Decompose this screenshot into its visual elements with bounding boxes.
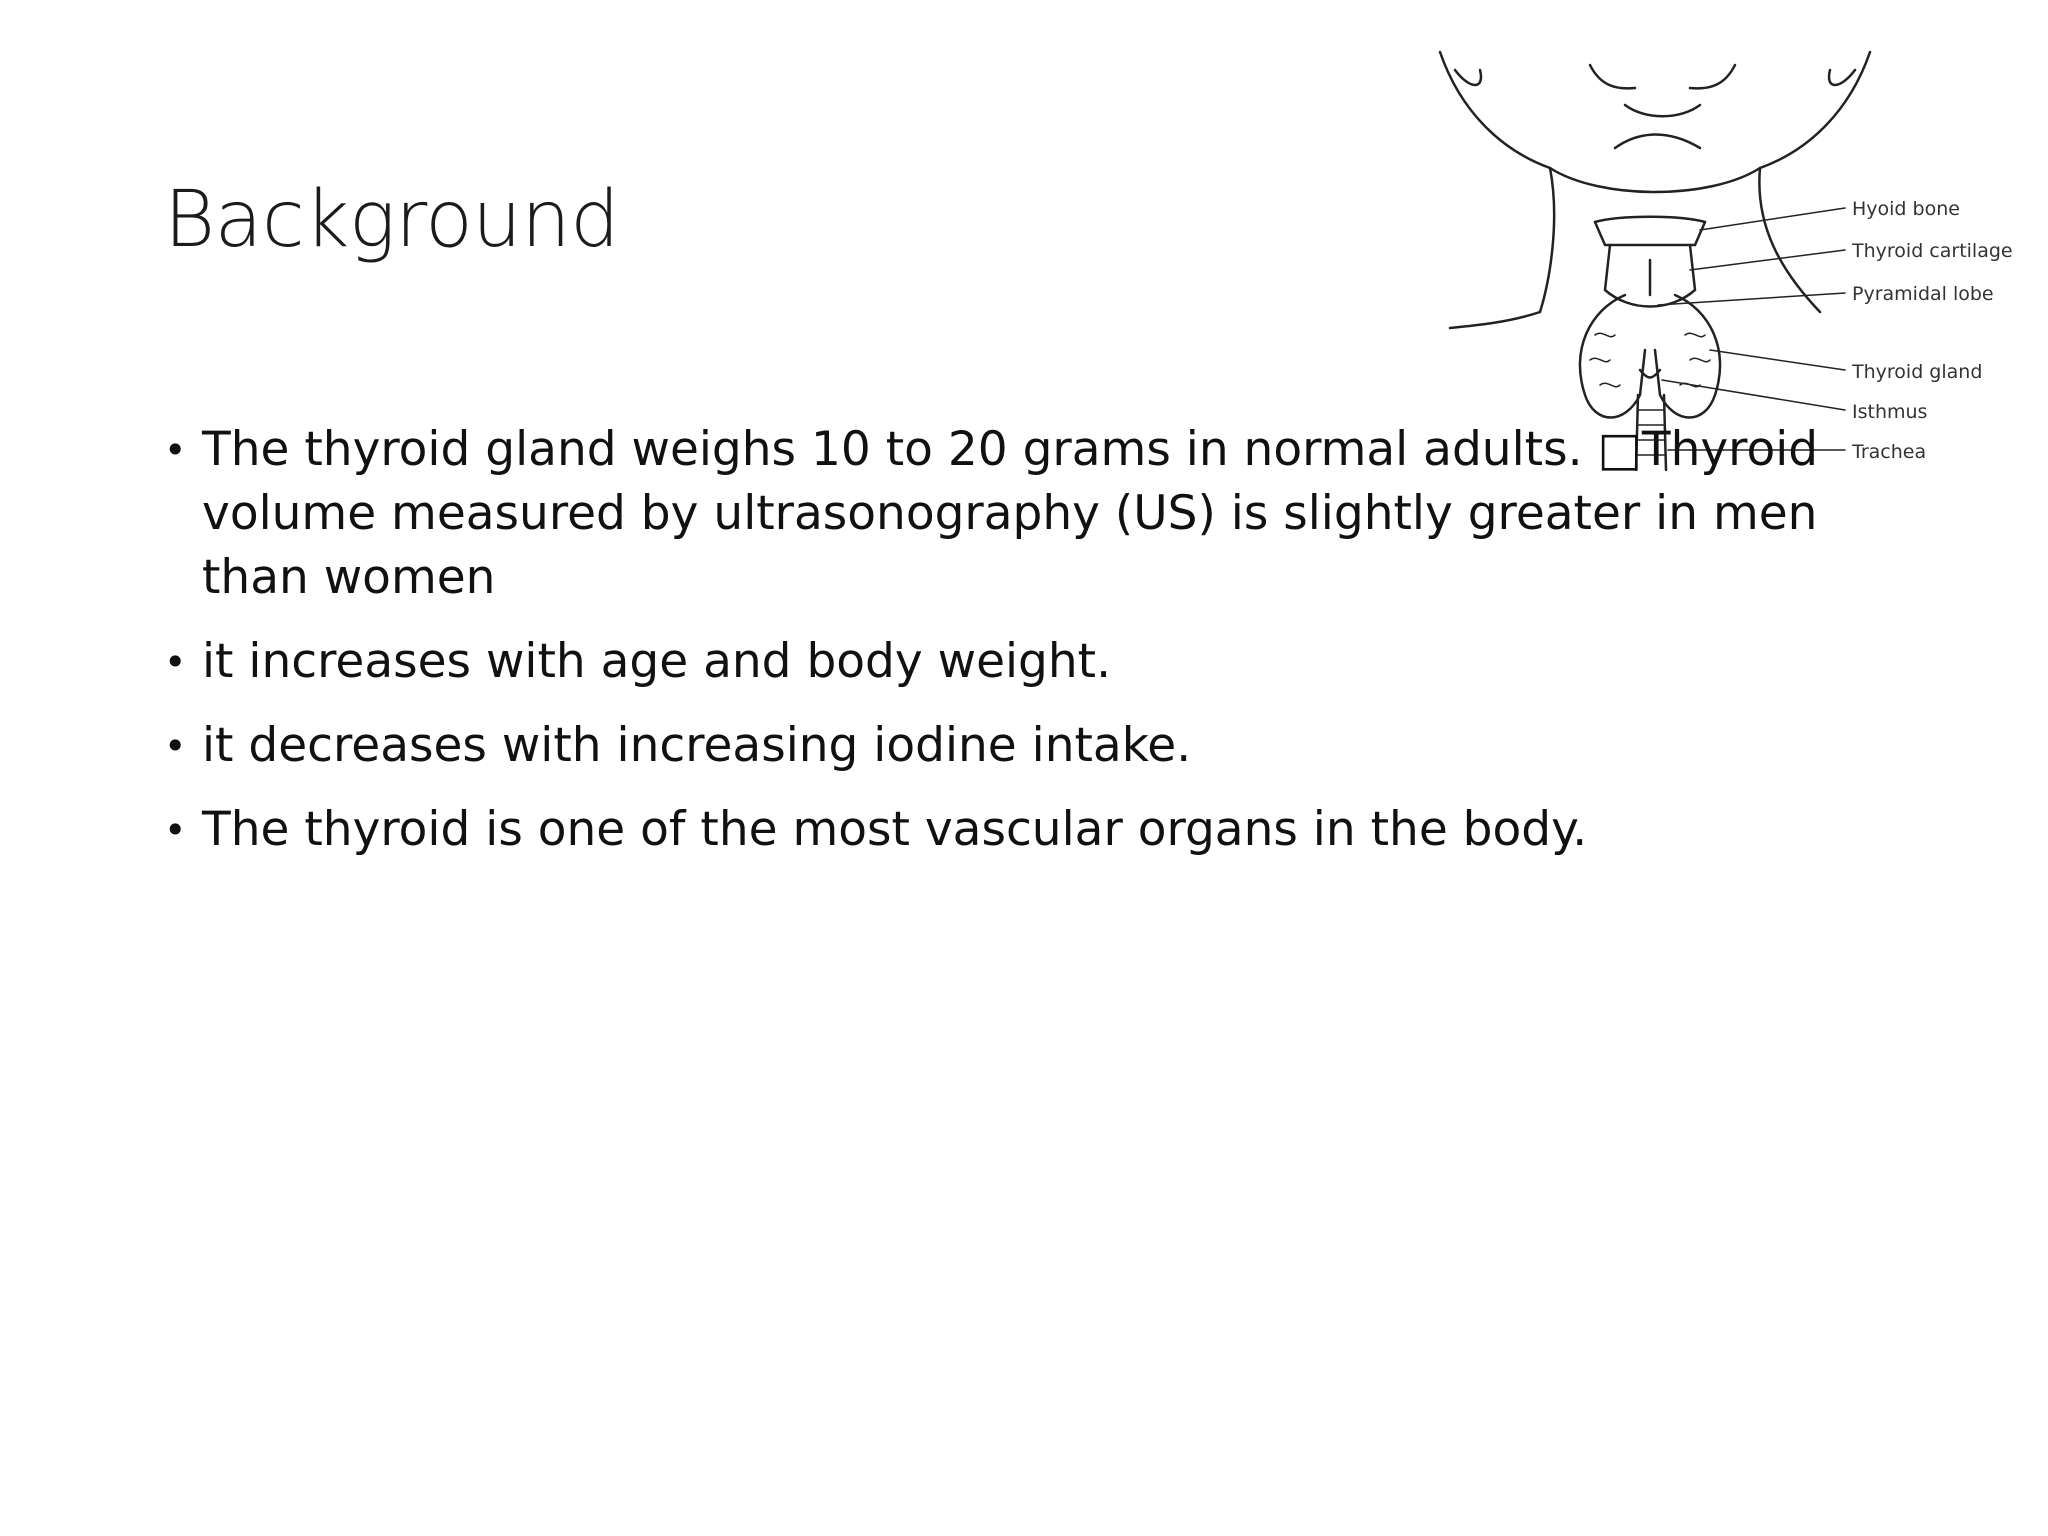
bullet-item — [164, 630, 1884, 694]
slide-title: Background — [164, 175, 620, 265]
bullet-dot-icon: • — [164, 428, 187, 472]
label-thyroid-gland: Thyroid gland — [1852, 361, 1983, 383]
label-hyoid-bone: Hyoid bone — [1852, 198, 1960, 220]
bullet-item — [164, 418, 1884, 610]
bullet-text: The thyroid is one of the most vascular organs in the body. — [202, 802, 1588, 857]
bullet-dot-icon: • — [164, 724, 187, 768]
label-pyramidal-lobe: Pyramidal lobe — [1852, 283, 1994, 305]
label-trachea: Trachea — [1852, 441, 1927, 463]
label-isthmus: Isthmus — [1852, 401, 1928, 423]
bullet-text: The thyroid gland weighs 10 to 20 grams in normal adults. □Thyroid volume measured by ultrasonography (US) is slightly greater in men than women — [202, 422, 1819, 605]
bullet-list — [164, 418, 1884, 882]
label-thyroid-cartilage: Thyroid cartilage — [1852, 240, 2013, 262]
bullet-dot-icon: • — [164, 640, 187, 684]
bullet-text: it decreases with increasing iodine intake. — [202, 718, 1192, 773]
bullet-dot-icon: • — [164, 808, 187, 852]
bullet-item — [164, 798, 1884, 862]
bullet-text: it increases with age and body weight. — [202, 634, 1112, 689]
bullet-item — [164, 714, 1884, 778]
